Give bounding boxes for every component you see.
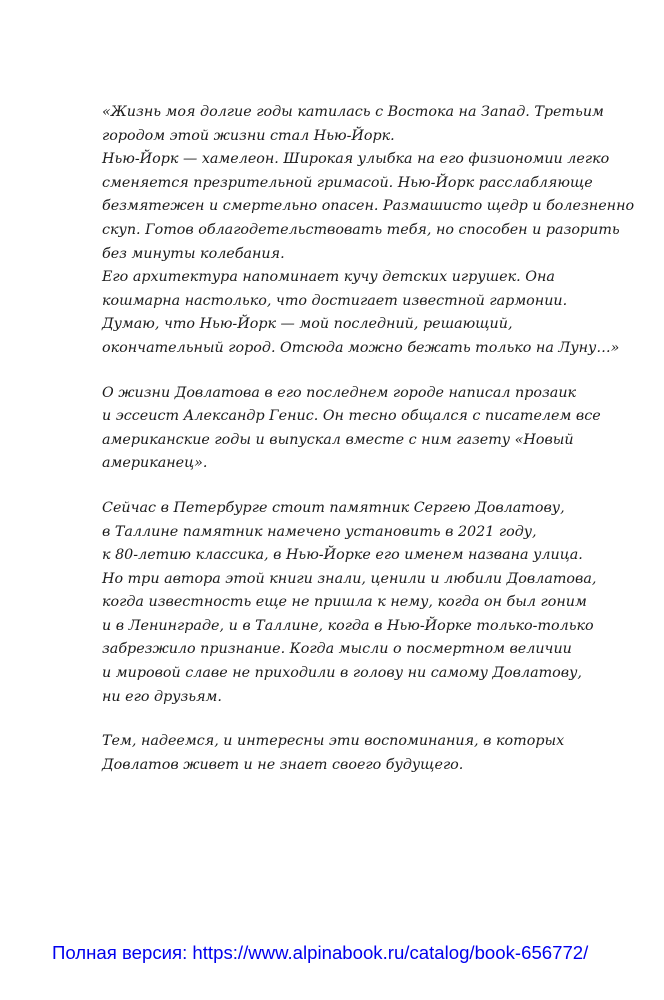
paragraph-quote xyxy=(102,101,635,361)
text-line: окончательный город. Отсюда можно бежать только на Луну…» xyxy=(102,339,620,356)
text-line: Его архитектура напоминает кучу детских игрушек. Она xyxy=(102,269,555,286)
text-line: когда известность еще не пришла к нему, когда он был гоним xyxy=(102,594,587,611)
text-line: без минуты колебания. xyxy=(102,245,285,262)
text-line: сменяется презрительной гримасой. Нью-Йорк расслабляюще xyxy=(102,174,593,191)
text-line: ни его друзьям. xyxy=(102,688,222,705)
text-line: Сейчас в Петербурге стоит памятник Сергею Довлатову, xyxy=(102,499,565,516)
text-line: кошмарна настолько, что достигает известной гармонии. xyxy=(102,292,568,309)
text-line: Думаю, что Нью-Йорк — мой последний, решающий, xyxy=(102,316,513,333)
paragraph-monuments xyxy=(102,497,602,709)
text-line: О жизни Довлатова в его последнем городе написал прозаик xyxy=(102,384,577,401)
text-line: безмятежен и смертельно опасен. Размашисто щедр и болезненно xyxy=(102,198,635,215)
text-line: городом этой жизни стал Нью-Йорк. xyxy=(102,127,395,144)
document-body xyxy=(102,101,635,798)
text-line: забрезжило признание. Когда мысли о посмертном величии xyxy=(102,641,572,658)
text-line: в Таллине памятник намечено установить в 2021 году, xyxy=(102,523,537,540)
text-line: «Жизнь моя долгие годы катилась с Востока на Запад. Третьим xyxy=(102,104,604,120)
text-line: и в Ленинграде, и в Таллине, когда в Нью-Йорке только-только xyxy=(102,617,594,634)
text-line: Но три автора этой книги знали, ценили и любили Довлатова, xyxy=(102,570,597,587)
text-line: Тем, надеемся, и интересны эти воспоминания, в которых xyxy=(102,733,565,750)
text-line: американские годы и выпускал вместе с ним газету «Новый xyxy=(102,431,574,448)
text-line: и мировой славе не приходили в голову ни самому Довлатову, xyxy=(102,665,582,682)
paragraph-closing xyxy=(102,730,602,777)
text-line: Нью-Йорк — хамелеон. Широкая улыбка на его физиономии легко xyxy=(102,151,610,168)
text-line: скуп. Готов облагодетельствовать тебя, но способен и разорить xyxy=(102,221,620,238)
text-line: американец». xyxy=(102,455,208,472)
text-line: к 80-летию классика, в Нью-Йорке его именем названа улица. xyxy=(102,547,583,564)
full-version-link[interactable]: Полная версия: https://www.alpinabook.ru/catalog/book-656772/ xyxy=(52,942,589,963)
text-line: и эссеист Александр Генис. Он тесно общался с писателем все xyxy=(102,408,601,425)
text-line: Довлатов живет и не знает своего будущего. xyxy=(102,756,464,773)
paragraph-genis xyxy=(102,382,602,476)
